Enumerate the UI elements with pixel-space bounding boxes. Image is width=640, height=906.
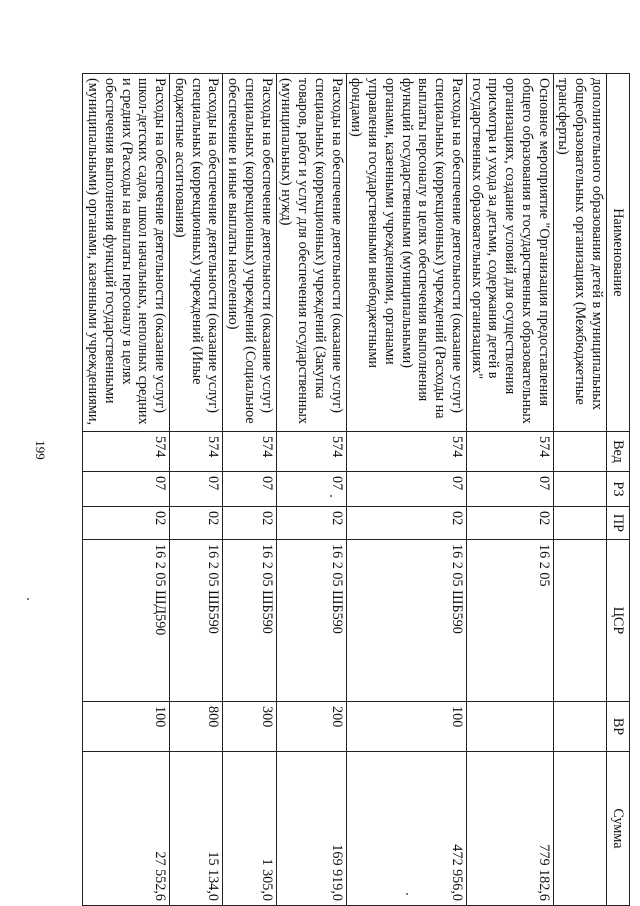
cell-pr: 02 [276, 507, 346, 540]
header-pr: ПР [607, 507, 630, 540]
cell-vr [553, 702, 606, 752]
cell-rz: 07 [83, 472, 170, 507]
cell-name: Расходы на обеспечение деятельности (оказание услуг) специальных (коррекционных) учреждений (Закупка товаров, работ и услуг для обеспечения государственных (муниципальных) нужд) [276, 74, 346, 432]
cell-csr: 16 2 05 ШБ590 [170, 540, 223, 702]
cell-rz: 07 [467, 472, 554, 507]
table-row [170, 74, 223, 906]
cell-csr: 16 2 05 ШД590 [83, 540, 170, 702]
table-row [346, 74, 466, 906]
cell-ved: 574 [223, 432, 276, 472]
cell-ved: 574 [170, 432, 223, 472]
cell-csr: 16 2 05 ШБ590 [276, 540, 346, 702]
cell-csr [553, 540, 606, 702]
table-header-row [607, 74, 630, 906]
cell-pr: 02 [170, 507, 223, 540]
header-ved: Вед [607, 432, 630, 472]
cell-name: Расходы на обеспечение деятельности (оказание услуг) специальных (коррекционных) учреждений (Социальное обеспечение и иные выплаты населению) [223, 74, 276, 432]
cell-name: Основное мероприятие "Организация предоставления общего образования в государственных образовательных организациях, создание условий для осуществления присмотра и ухода за детьми, содержания детей в государственных образовательных организациях" [467, 74, 554, 432]
cell-name: Расходы на обеспечение деятельности (оказание услуг) специальных (коррекционных) учреждений (Иные бюджетные ассигнования) [170, 74, 223, 432]
cell-sum: 472 956,0 [346, 752, 466, 906]
table-row [223, 74, 276, 906]
cell-ved: 574 [276, 432, 346, 472]
cell-sum: 15 134,0 [170, 752, 223, 906]
cell-ved: 574 [83, 432, 170, 472]
cell-sum: 779 182,6 [467, 752, 554, 906]
cell-sum: 27 552,6 [83, 752, 170, 906]
budget-table [83, 73, 631, 906]
cell-ved: 574 [467, 432, 554, 472]
cell-vr: 800 [170, 702, 223, 752]
cell-sum: 1 305,0 [223, 752, 276, 906]
table-row [276, 74, 346, 906]
cell-pr: 02 [83, 507, 170, 540]
header-sum: Сумма [607, 752, 630, 906]
page-number: 199 [33, 440, 48, 460]
cell-rz: 07 [276, 472, 346, 507]
table-row [83, 74, 170, 906]
table-row [553, 74, 606, 906]
rotated-table-container [85, 73, 630, 905]
cell-rz: 07 [170, 472, 223, 507]
cell-csr: 16 2 05 ШБ590 [223, 540, 276, 702]
cell-pr: 02 [346, 507, 466, 540]
cell-ved: 574 [346, 432, 466, 472]
cell-csr: 16 2 05 [467, 540, 554, 702]
scan-speck [27, 598, 29, 600]
cell-rz [553, 472, 606, 507]
cell-vr: 100 [83, 702, 170, 752]
table-row [467, 74, 554, 906]
cell-pr: 02 [467, 507, 554, 540]
cell-name: Расходы на обеспечение деятельности (оказание услуг) специальных (коррекционных) учреждений (Расходы на выплаты персоналу в целях обеспечения выполнения функций государственными (муниципальными) органами, казенными учреждениями, органами управления государственными внебюджетными фондами) [346, 74, 466, 432]
header-vr: ВР [607, 702, 630, 752]
cell-sum [553, 752, 606, 906]
header-name: Наименование [607, 74, 630, 432]
cell-vr: 300 [223, 702, 276, 752]
cell-ved [553, 432, 606, 472]
cell-pr: 02 [223, 507, 276, 540]
cell-csr: 16 2 05 ШБ590 [346, 540, 466, 702]
cell-vr: 200 [276, 702, 346, 752]
header-csr: ЦСР [607, 540, 630, 702]
cell-sum: 169 919,0 [276, 752, 346, 906]
cell-vr: 100 [346, 702, 466, 752]
cell-name: дополнительного образования детей в муниципальных общеобразовательных организациях (Межбюджетные трансферты) [553, 74, 606, 432]
cell-name: Расходы на обеспечение деятельности (оказание услуг) школ-детских садов, школ начальных, неполных средних и средних (Расходы на выплаты персоналу в целях обеспечения выполнения функций государственными (муниципальными) органами, казенными учреждениями, [83, 74, 170, 432]
cell-rz: 07 [346, 472, 466, 507]
header-rz: РЗ [607, 472, 630, 507]
cell-rz: 07 [223, 472, 276, 507]
cell-pr [553, 507, 606, 540]
cell-vr [467, 702, 554, 752]
